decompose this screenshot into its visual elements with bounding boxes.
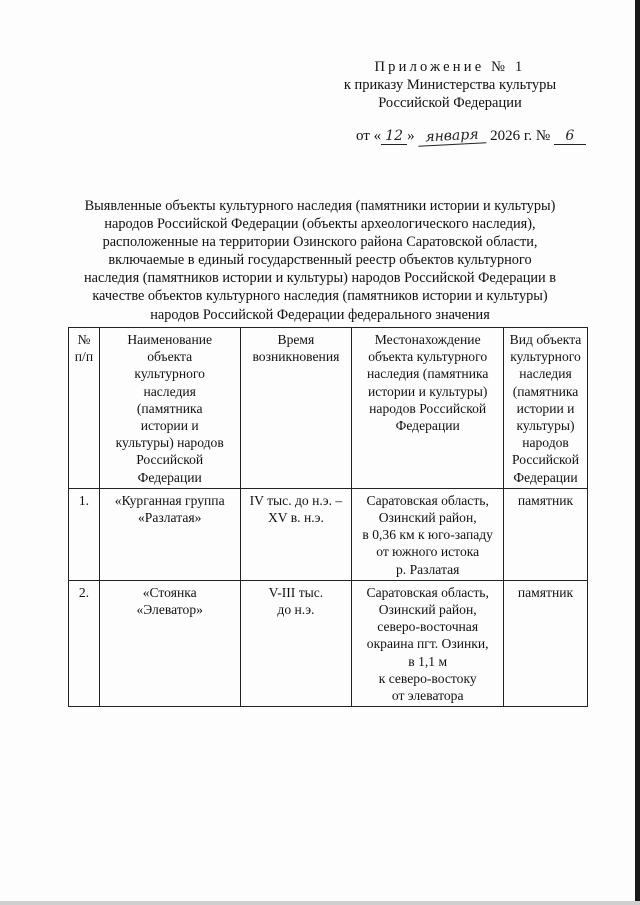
cell-number: 1. xyxy=(69,488,100,580)
order-close-quote: » xyxy=(407,128,415,144)
order-number-handwritten: 6 xyxy=(554,129,586,145)
cell-location: Саратовская область, Озинский район, в 0,36 км к юго-западу от южного истока р. Разлатая xyxy=(352,488,504,580)
appendix-header xyxy=(330,58,570,112)
appendix-title: Приложение № 1 xyxy=(374,59,526,75)
header-type: Вид объекта культурного наследия (памятника истории и культуры) народов Российской Федерации xyxy=(504,328,588,489)
header-number: № п/п xyxy=(69,328,100,489)
cell-location: Саратовская область, Озинский район, северо-восточная окраина пгт. Озинки, в 1,1 м к северо-востоку от элеватора xyxy=(352,580,504,706)
table-row xyxy=(69,580,588,706)
table-header-row xyxy=(69,328,588,489)
table-row xyxy=(69,488,588,580)
scan-edge-bottom xyxy=(0,901,640,905)
cell-number: 2. xyxy=(69,580,100,706)
header-location: Местонахождение объекта культурного наследия (памятника истории и культуры) народов Российской Федерации xyxy=(352,328,504,489)
appendix-order-ref: к приказу Министерства культуры xyxy=(343,77,557,93)
order-line xyxy=(356,128,586,145)
cell-type: памятник xyxy=(504,488,588,580)
cell-time: V-III тыс. до н.э. xyxy=(240,580,352,706)
header-name: Наименование объекта культурного наследия (памятника истории и культуры) народов Российской Федерации xyxy=(99,328,240,489)
cell-name: «Стоянка «Элеватор» xyxy=(99,580,240,706)
order-year: 2026 г. № xyxy=(490,128,551,144)
cell-time: IV тыс. до н.э. – XV в. н.э. xyxy=(240,488,352,580)
order-day-handwritten: 12 xyxy=(381,129,407,145)
scan-edge-right xyxy=(635,0,640,905)
document-title: Выявленные объекты культурного наследия (памятники истории и культуры) народов Российской Федерации (объекты археологического наследия), расположенные на территории Озинского района Саратовской области, включаемые в единый государственный реестр объектов культурного наследия (памятников истории и культуры) народов Российской Федерации в качестве объектов культурного наследия (памятников истории и культуры) народов Российской Федерации федерального значения xyxy=(84,198,556,323)
order-month-handwritten: января xyxy=(418,127,487,147)
cell-type: памятник xyxy=(504,580,588,706)
order-prefix: от « xyxy=(356,128,382,144)
appendix-ministry: Российской Федерации xyxy=(378,95,522,111)
header-time: Время возникновения xyxy=(240,328,352,489)
cell-name: «Курганная группа «Разлатая» xyxy=(99,488,240,580)
registry-table xyxy=(68,327,588,707)
